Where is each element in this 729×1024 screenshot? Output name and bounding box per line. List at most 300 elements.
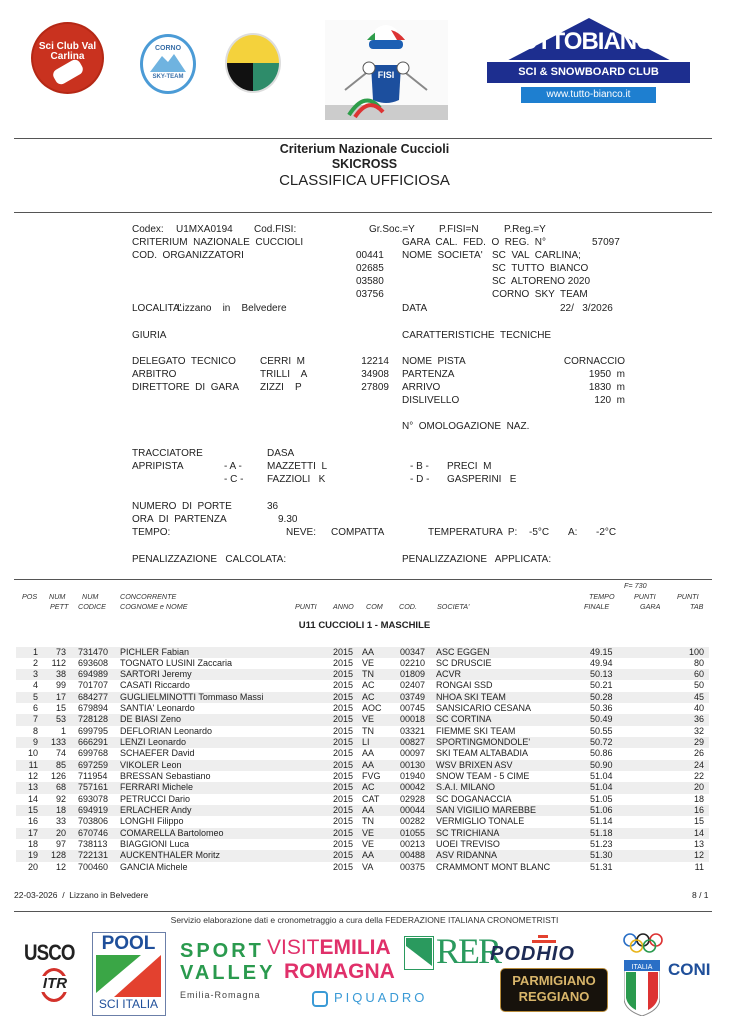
cell-anno: 2015 <box>333 850 354 861</box>
cell-pett: 53 <box>55 714 66 725</box>
cell-com: VE <box>362 827 375 838</box>
cell-name: DEFLORIAN Leonardo <box>120 725 213 736</box>
cell-name: CASATI Riccardo <box>120 680 190 691</box>
cell-codice: 700460 <box>78 861 109 872</box>
footer-divider <box>14 911 712 912</box>
cell-anno: 2015 <box>333 680 354 691</box>
tech-label: ARRIVO <box>402 382 441 393</box>
cell-tempo: 51.23 <box>590 838 613 849</box>
event-title: Criterium Nazionale Cuccioli <box>279 142 450 156</box>
header-com: COM <box>366 602 383 611</box>
cell-anno: 2015 <box>333 737 354 748</box>
cell-societa: SAN VIGILIO MAREBBE <box>436 804 537 815</box>
apripista-label: APRIPISTA <box>132 461 184 472</box>
header-societa: SOCIETA' <box>437 602 470 611</box>
cell-cod: 03749 <box>400 691 426 702</box>
coni-text: CONI <box>668 960 711 979</box>
cell-pett: 18 <box>55 804 66 815</box>
rer-logo <box>404 931 501 974</box>
cell-societa: NHOA SKI TEAM <box>436 691 506 702</box>
cell-pos: 16 <box>27 816 38 827</box>
cell-societa: ACVR <box>436 669 462 680</box>
organizer-name: SC VAL CARLINA; <box>492 250 581 261</box>
p-reg: P.Reg.=Y <box>504 224 546 235</box>
cell-pett: 99 <box>55 680 66 691</box>
cell-anno: 2015 <box>333 657 354 668</box>
cell-anno: 2015 <box>333 725 354 736</box>
cell-punti-tab: 12 <box>693 850 704 861</box>
cod-fisi-label: Cod.FISI: <box>254 224 297 235</box>
cell-pett: 112 <box>51 657 66 668</box>
cell-societa: RONGAI SSD <box>436 680 493 691</box>
cell-name: COMARELLA Bartolomeo <box>120 827 224 838</box>
cell-com: VE <box>362 657 375 668</box>
cell-codice: 694989 <box>78 669 109 680</box>
cell-codice: 693608 <box>78 657 109 668</box>
cell-name: BIAGGIONI Luca <box>120 838 190 849</box>
cell-tempo: 49.94 <box>590 657 613 668</box>
cell-anno: 2015 <box>333 861 354 872</box>
data-label: DATA <box>402 303 428 314</box>
cell-tempo: 51.04 <box>590 771 613 782</box>
cell-societa: S.A.I. MILANO <box>436 782 496 793</box>
cell-punti-tab: 100 <box>688 646 704 657</box>
cell-cod: 00130 <box>400 759 426 770</box>
cell-societa: SKI TEAM ALTABADIA <box>436 748 529 759</box>
cell-societa: SNOW TEAM - 5 CIME <box>436 771 530 782</box>
tracciatore-value: DASA <box>267 448 295 459</box>
logo-subtitle: SCI & SNOWBOARD CLUB <box>487 62 690 83</box>
header-concorrente: CONCORRENTE <box>120 592 177 601</box>
podhio-mark <box>538 935 548 938</box>
pool-text: POOL <box>101 933 156 954</box>
cell-name: BRESSAN Sebastiano <box>120 771 211 782</box>
cell-punti-tab: 15 <box>693 816 704 827</box>
organizer-name: CORNO SKY TEAM <box>492 289 588 300</box>
cell-pett: 1 <box>60 725 66 736</box>
neve-value: COMPATTA <box>331 527 385 538</box>
cell-com: AA <box>362 759 375 770</box>
sci-club-val-carlina-logo <box>31 22 104 94</box>
cell-cod: 00018 <box>400 714 426 725</box>
f-value: F= 730 <box>624 581 647 590</box>
cell-pos: 18 <box>27 838 38 849</box>
cell-tempo: 51.30 <box>590 850 613 861</box>
cell-anno: 2015 <box>333 816 354 827</box>
cell-name: SARTORI Jeremy <box>120 669 192 680</box>
table-row[interactable] <box>16 771 709 782</box>
cell-pos: 1 <box>32 646 38 657</box>
cell-cod: 00042 <box>400 782 426 793</box>
giuria-label: GIURIA <box>132 330 167 341</box>
cell-punti-tab: 14 <box>693 827 704 838</box>
temperatura-label: TEMPERATURA P: <box>428 527 518 538</box>
table-row[interactable] <box>16 748 709 759</box>
cell-punti-tab: 32 <box>693 725 704 736</box>
cell-tempo: 51.14 <box>590 816 613 827</box>
cell-anno: 2015 <box>333 714 354 725</box>
cell-pos: 14 <box>27 793 38 804</box>
cell-codice: 670746 <box>78 827 109 838</box>
cell-name: AUCKENTHALER Moritz <box>120 850 221 861</box>
cell-cod: 00097 <box>400 748 426 759</box>
table-row[interactable] <box>16 805 709 816</box>
header-tab: TAB <box>690 602 704 611</box>
cell-pos: 17 <box>27 827 38 838</box>
cell-societa: SC DRUSCIE <box>436 657 492 668</box>
organizer-name: SC ALTORENO 2020 <box>492 276 591 287</box>
pool-sci-italia-logo <box>92 932 166 1016</box>
ora-partenza-value: 9.30 <box>278 514 298 525</box>
jury-role: DIRETTORE DI GARA <box>132 382 240 393</box>
jury-name: TRILLI A <box>260 369 308 380</box>
table-row[interactable] <box>16 828 709 839</box>
cell-com: AC <box>362 691 375 702</box>
cell-tempo: 51.31 <box>590 861 613 872</box>
gr-soc: Gr.Soc.=Y <box>369 224 415 235</box>
cell-com: AA <box>362 748 375 759</box>
cell-name: PICHLER Fabian <box>120 646 190 657</box>
table-row[interactable] <box>16 737 709 748</box>
cell-tempo: 50.86 <box>590 748 613 759</box>
cell-name: PETRUCCI Dario <box>120 793 191 804</box>
cell-com: LI <box>362 737 370 748</box>
cell-tempo: 50.28 <box>590 691 613 702</box>
data-value: 22/ 3/2026 <box>560 303 613 314</box>
cell-pett: 133 <box>50 737 66 748</box>
table-top-divider <box>14 579 712 580</box>
cell-anno: 2015 <box>333 646 354 657</box>
temperatura-a: -2°C <box>596 527 617 538</box>
tech-label: PARTENZA <box>402 369 455 380</box>
cell-cod: 01940 <box>400 771 426 782</box>
apripista-name: PRECI M <box>447 461 492 472</box>
podhio-logo <box>490 935 602 965</box>
cell-pos: 6 <box>32 703 38 714</box>
cell-anno: 2015 <box>333 827 354 838</box>
cell-pos: 2 <box>32 657 38 668</box>
organizer-code: 03580 <box>356 276 384 287</box>
cell-com: CAT <box>362 793 380 804</box>
apripista-tag: - B - <box>410 461 429 472</box>
logo-text-top: CORNO <box>154 45 182 52</box>
cell-tempo: 51.05 <box>590 793 613 804</box>
svg-text:ITALIA: ITALIA <box>631 964 653 971</box>
discipline-title: SKICROSS <box>331 157 398 171</box>
cell-cod: 00282 <box>400 816 426 827</box>
sport-valley-text-2: VALLEY <box>180 962 276 984</box>
cell-tempo: 50.55 <box>590 725 613 736</box>
cell-punti-tab: 45 <box>693 691 704 702</box>
piquadro-logo <box>312 990 427 1007</box>
cell-codice: 679894 <box>78 703 109 714</box>
cell-pos: 20 <box>27 861 38 872</box>
cell-com: AC <box>362 680 375 691</box>
rer-text: RER <box>436 931 501 971</box>
cell-cod: 00827 <box>400 737 426 748</box>
cell-tempo: 51.18 <box>590 827 613 838</box>
localita-value: Lizzano in Belvedere <box>177 303 287 314</box>
parmigiano-text: PARMIGIANO <box>512 973 596 988</box>
table-row[interactable] <box>16 816 709 827</box>
cell-pos: 15 <box>27 804 38 815</box>
header-punti-gara: PUNTI <box>634 592 656 601</box>
codex-value: U1MXA0194 <box>176 224 233 235</box>
cell-societa: VERMIGLIO TONALE <box>436 816 525 827</box>
footer-date-place: 22-03-2026 / Lizzano in Belvedere <box>14 890 149 900</box>
cell-codice: 711954 <box>78 771 108 782</box>
table-row[interactable] <box>16 850 709 861</box>
header-num-pett: NUM <box>49 592 66 601</box>
cell-name: DE BIASI Zeno <box>120 714 182 725</box>
cell-societa: SC CORTINA <box>436 714 492 725</box>
romagna-text: ROMAGNA <box>284 960 395 983</box>
table-row[interactable] <box>16 760 709 771</box>
cell-codice: 738113 <box>78 838 108 849</box>
cell-com: VE <box>362 838 375 849</box>
cell-pos: 12 <box>27 771 38 782</box>
cell-tempo: 49.15 <box>590 646 613 657</box>
cell-tempo: 51.06 <box>590 804 613 815</box>
table-row[interactable] <box>16 782 709 793</box>
cell-com: TN <box>362 725 374 736</box>
apripista-tag: - D - <box>410 474 430 485</box>
cell-com: TN <box>362 816 374 827</box>
apripista-name: MAZZETTI L <box>267 461 327 472</box>
p-fisi: P.FISI=N <box>439 224 479 235</box>
penalizzazione-applicata-label: PENALIZZAZIONE APPLICATA: <box>402 554 552 565</box>
cell-pett: 74 <box>55 748 66 759</box>
visit-text: VISIT <box>267 936 320 959</box>
piquadro-text: PIQUADRO <box>334 990 428 1005</box>
nome-societa-label: NOME SOCIETA' <box>402 250 483 261</box>
cell-codice: 722131 <box>78 850 109 861</box>
caratteristiche-label: CARATTERISTICHE TECNICHE <box>402 330 552 341</box>
sport-valley-text-3: Emilia-Romagna <box>180 990 261 1000</box>
numero-porte-label: NUMERO DI PORTE <box>132 501 232 512</box>
jury-role: ARBITRO <box>132 369 177 380</box>
table-row[interactable] <box>16 794 709 805</box>
cell-anno: 2015 <box>333 759 354 770</box>
cell-pett: 97 <box>55 838 66 849</box>
cell-tempo: 50.36 <box>590 703 613 714</box>
cell-name: SCHAEFER David <box>120 748 195 759</box>
cell-codice: 728128 <box>78 714 109 725</box>
cell-cod: 01809 <box>400 669 426 680</box>
tech-value: 1830 m <box>588 382 625 393</box>
cell-codice: 693078 <box>78 793 109 804</box>
cell-pett: 20 <box>55 827 66 838</box>
cell-codice: 757161 <box>78 782 109 793</box>
header-num-codice: CODICE <box>78 602 106 611</box>
numero-porte-value: 36 <box>267 501 279 512</box>
organizer-name: SC TUTTO BIANCO <box>492 263 589 274</box>
header-gara: GARA <box>640 602 661 611</box>
cell-pett: 12 <box>55 861 66 872</box>
jury-code: 27809 <box>361 382 389 393</box>
cell-com: AC <box>362 782 375 793</box>
cell-anno: 2015 <box>333 782 354 793</box>
cell-societa: WSV BRIXEN ASV <box>436 759 513 770</box>
temperatura-a-label: A: <box>568 527 578 538</box>
reggiano-text: REGGIANO <box>518 989 590 1004</box>
cell-anno: 2015 <box>333 793 354 804</box>
cell-pett: 92 <box>55 793 66 804</box>
cell-codice: 666291 <box>78 737 109 748</box>
cell-pos: 4 <box>32 680 38 691</box>
parmigiano-reggiano-logo <box>500 968 608 1012</box>
penalizzazione-calcolata-label: PENALIZZAZIONE CALCOLATA: <box>132 554 287 565</box>
cell-codice: 699795 <box>78 725 109 736</box>
cell-tempo: 50.72 <box>590 737 613 748</box>
cell-codice: 701707 <box>78 680 109 691</box>
table-row[interactable] <box>16 647 709 658</box>
table-row[interactable] <box>16 726 709 737</box>
tutto-bianco-logo <box>487 18 690 106</box>
category-title: U11 CUCCIOLI 1 - MASCHILE <box>298 620 431 631</box>
cell-pett: 68 <box>55 782 66 793</box>
cell-anno: 2015 <box>333 669 354 680</box>
cell-pos: 8 <box>32 725 38 736</box>
ora-partenza-label: ORA DI PARTENZA <box>132 514 227 525</box>
tech-label: NOME PISTA <box>402 356 466 367</box>
cell-anno: 2015 <box>333 691 354 702</box>
temperatura-p: -5°C <box>529 527 550 538</box>
cell-tempo: 50.90 <box>590 759 613 770</box>
cell-codice: 699768 <box>78 748 109 759</box>
logo-word: TUTTOBIANCO <box>506 28 671 55</box>
cell-punti-tab: 16 <box>693 804 704 815</box>
cell-tempo: 50.49 <box>590 714 613 725</box>
page-number: 8 / 1 <box>692 890 709 900</box>
cell-pos: 3 <box>32 669 38 680</box>
cell-punti-tab: 11 <box>694 861 704 872</box>
cell-pett: 17 <box>55 691 66 702</box>
cell-com: VE <box>362 714 375 725</box>
cell-cod: 00375 <box>400 861 426 872</box>
jury-code: 34908 <box>361 369 389 380</box>
header-cognome-nome: COGNOME e NOME <box>120 602 188 611</box>
cell-societa: SANSICARIO CESANA <box>436 703 532 714</box>
cell-punti-tab: 80 <box>693 657 704 668</box>
header-finale: FINALE <box>584 602 610 611</box>
cell-anno: 2015 <box>333 703 354 714</box>
cell-punti-tab: 50 <box>693 680 704 691</box>
cell-punti-tab: 20 <box>693 782 704 793</box>
cell-pett: 33 <box>55 816 66 827</box>
cell-com: AA <box>362 850 375 861</box>
title-divider <box>14 212 712 213</box>
table-row[interactable] <box>16 658 709 669</box>
cod-organizzatori-label: COD. ORGANIZZATORI <box>132 250 244 261</box>
emilia-text: EMILIA <box>319 936 391 959</box>
logo-text-bottom: SKY-TEAM <box>152 74 184 80</box>
header-pos: POS <box>22 592 38 601</box>
table-row[interactable] <box>16 839 709 850</box>
cell-pett: 85 <box>55 759 66 770</box>
fisi-mascot-logo <box>325 20 448 120</box>
cell-societa: SC DOGANACCIA <box>436 793 512 804</box>
podhio-text: PODHIO <box>490 943 575 965</box>
tech-value: 1950 m <box>588 369 625 380</box>
cell-codice: 694919 <box>78 804 109 815</box>
mountain-icon <box>148 52 188 72</box>
cell-com: VA <box>362 861 374 872</box>
cell-pett: 15 <box>55 703 66 714</box>
cell-punti-tab: 13 <box>693 838 704 849</box>
table-row[interactable] <box>16 680 709 691</box>
sport-valley-text-1: SPORT <box>180 940 264 962</box>
cell-pos: 10 <box>27 748 38 759</box>
cell-tempo: 51.04 <box>590 782 613 793</box>
cell-cod: 00488 <box>400 850 426 861</box>
tech-value: 120 m <box>594 395 625 406</box>
cell-com: AA <box>362 804 375 815</box>
cell-name: FERRARI Michele <box>120 782 194 793</box>
jury-name: CERRI M <box>260 356 305 367</box>
header-num-codice: NUM <box>82 592 99 601</box>
cell-societa: CRAMMONT MONT BLANC <box>436 861 551 872</box>
race-name: CRITERIUM NAZIONALE CUCCIOLI <box>132 237 304 248</box>
cell-cod: 02210 <box>400 657 426 668</box>
cell-name: VIKOLER Leon <box>120 759 182 770</box>
cell-cod: 00745 <box>400 703 426 714</box>
visit-emilia-logo <box>267 936 391 960</box>
apripista-name: FAZZIOLI K <box>267 474 326 485</box>
table-row[interactable] <box>16 669 709 680</box>
neve-label: NEVE: <box>286 527 317 538</box>
logo-url: www.tutto-bianco.it <box>521 87 656 103</box>
cell-societa: ASC EGGEN <box>436 646 490 657</box>
cell-cod: 03321 <box>400 725 426 736</box>
logo-text: Sci Club Val Carlina <box>38 41 97 62</box>
cell-societa: SPORTINGMONDOLE' <box>436 737 531 748</box>
cell-cod: 02928 <box>400 793 426 804</box>
table-row[interactable] <box>16 703 709 714</box>
cell-punti-tab: 18 <box>693 793 704 804</box>
cell-societa: ASV RIDANNA <box>436 850 498 861</box>
tempo-label: TEMPO: <box>132 527 171 538</box>
pool-flag-icon <box>96 955 161 997</box>
cell-pett: 73 <box>55 646 66 657</box>
itr-logo <box>26 966 84 1004</box>
classification-title: CLASSIFICA UFFICIOSA <box>279 172 450 189</box>
header-num-pett: PETT <box>50 602 69 611</box>
cell-pos: 11 <box>28 759 38 770</box>
cell-punti-tab: 36 <box>693 714 704 725</box>
table-row[interactable] <box>16 862 709 873</box>
cell-cod: 00347 <box>400 646 426 657</box>
coni-logo <box>620 932 720 1018</box>
cell-anno: 2015 <box>333 838 354 849</box>
table-row[interactable] <box>16 714 709 725</box>
cell-codice: 697259 <box>78 759 109 770</box>
cell-anno: 2015 <box>333 771 354 782</box>
cell-punti-tab: 26 <box>693 748 704 759</box>
cell-pos: 19 <box>27 850 38 861</box>
table-row[interactable] <box>16 692 709 703</box>
tech-label: DISLIVELLO <box>402 395 460 406</box>
cell-cod: 00213 <box>400 838 426 849</box>
cell-name: GANCIA Michele <box>120 861 188 872</box>
cell-punti-tab: 60 <box>693 669 704 680</box>
olympic-rings-icon <box>622 932 664 954</box>
cell-cod: 00044 <box>400 804 426 815</box>
organizer-code: 00441 <box>356 250 384 261</box>
codex-label: Codex: <box>132 224 164 235</box>
cell-name: TOGNATO LUSINI Zaccaria <box>120 657 233 668</box>
sc-altoreno-logo <box>225 33 281 93</box>
